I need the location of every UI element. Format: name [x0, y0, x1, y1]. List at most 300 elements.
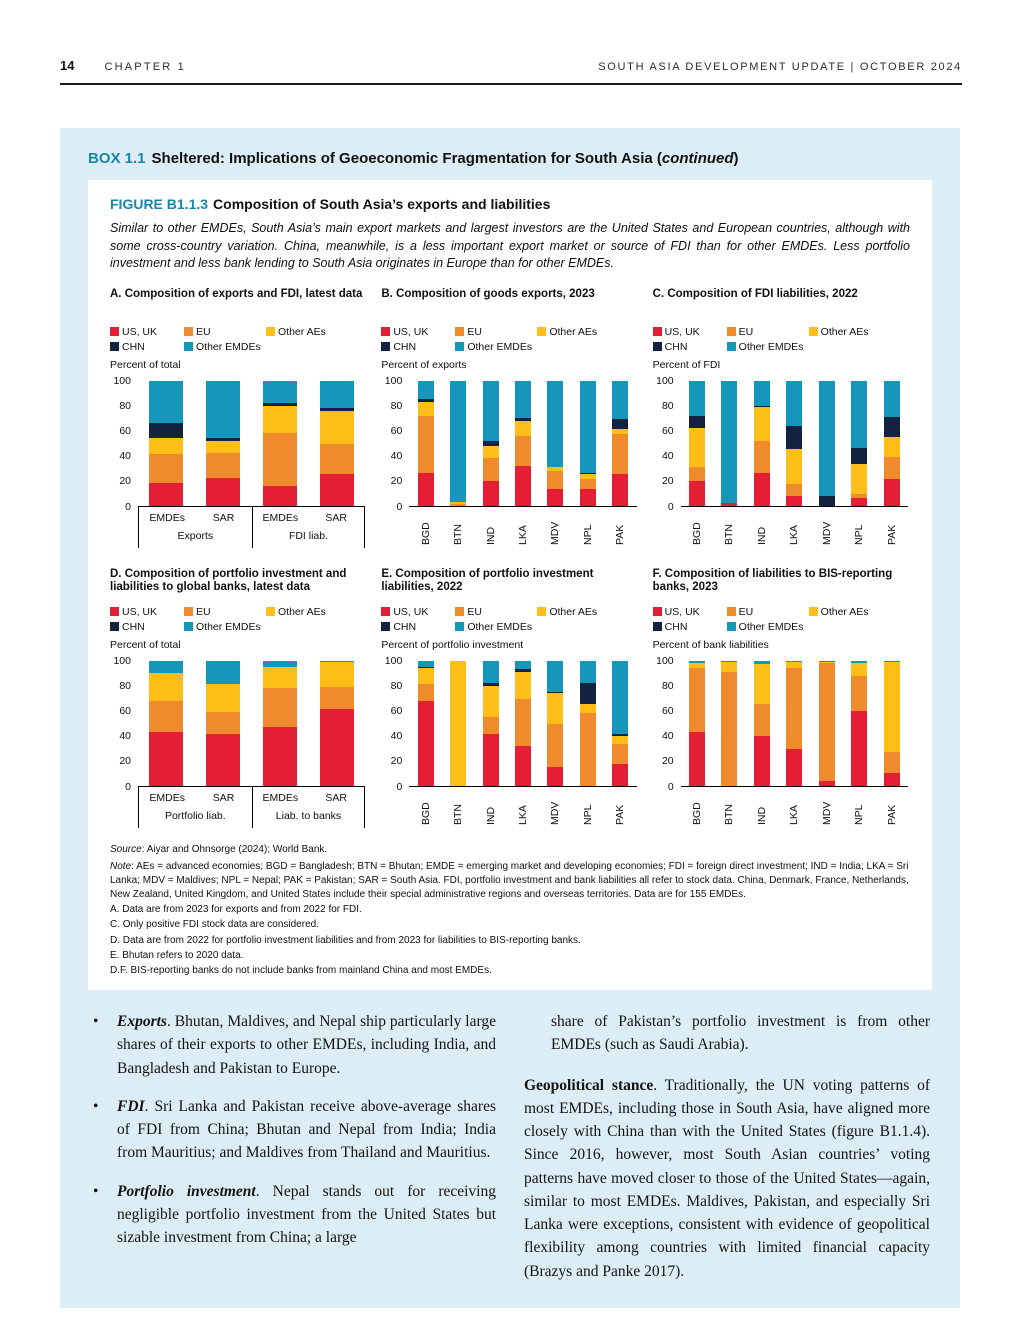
legend-label: EU	[196, 325, 211, 338]
x-tick-MDV: MDV	[549, 521, 562, 545]
bar-segment-eu	[689, 668, 705, 732]
bar-slot-SAR	[308, 381, 365, 506]
bar-MDV	[819, 381, 835, 506]
chart-b	[381, 288, 638, 548]
plot-area	[110, 654, 367, 793]
bar-segment-eu	[515, 699, 531, 745]
legend-item	[653, 341, 727, 353]
y-tick: 0	[125, 500, 131, 513]
body-left-column	[90, 1010, 496, 1283]
legend-label: US, UK	[393, 605, 429, 618]
bar-area	[681, 381, 908, 507]
bar-LKA	[515, 661, 531, 786]
bar-IND	[483, 661, 499, 786]
legend-swatch-us_uk	[381, 607, 390, 616]
legend-swatch-other_aes	[809, 327, 818, 336]
bar-segment-us_uk	[483, 734, 499, 785]
bar-segment-us_uk	[754, 473, 770, 506]
bar-segment-eu	[418, 684, 434, 700]
bar-SAR	[320, 381, 354, 506]
y-tick: 80	[119, 679, 131, 692]
bar-BTN	[721, 381, 737, 506]
bar-slot-IND	[474, 381, 506, 506]
bar-segment-eu	[786, 484, 802, 495]
bar-segment-eu	[786, 668, 802, 749]
legend-item	[184, 326, 266, 338]
bar-segment-us_uk	[206, 478, 240, 506]
y-tick: 100	[113, 374, 131, 387]
geopolitical-paragraph	[524, 1074, 930, 1283]
y-axis	[653, 374, 679, 513]
legend-item	[110, 621, 184, 633]
note-paragraph	[110, 860, 910, 903]
bar-slot-LKA	[778, 381, 810, 506]
bar-segment-us_uk	[721, 503, 737, 506]
bar-segment-us_uk	[149, 483, 183, 506]
box-label: BOX 1.1	[88, 150, 146, 167]
box-title-close: )	[733, 150, 739, 167]
box-title-continued: continued	[661, 150, 734, 167]
bar-EMDEs	[149, 661, 183, 786]
y-axis-label: Percent of bank liabilities	[652, 638, 769, 651]
note-text: : AEs = advanced economies; BGD = Bangladesh; BTN = Bhutan; EMDE = emerging market and developing economies; FDI = foreign direct investment; IND = India; LKA = Sri Lanka; MDV = Maldives; NPL = Nepal; PAK = Pakistan; SAR = South Asia. FDI, portfolio investment and bank liabilities all refer to stock data. China, Denmark, France, Netherlands, New Zealand, United Kingdom, and United States include their special administrative regions and overseas territories. Data are for 155 EMDEs.	[110, 860, 909, 901]
bar-segment-other_aes	[483, 446, 499, 459]
chart-title: D. Composition of portfolio investment and liabilities to global banks, latest data	[110, 567, 347, 594]
bar-segment-other_aes	[206, 441, 240, 454]
bar-segment-other_aes	[721, 662, 737, 672]
bar-slot-LKA	[507, 661, 539, 786]
legend-label: Other AEs	[820, 325, 869, 338]
legend-item	[184, 341, 266, 353]
bar-segment-other_emdes	[547, 381, 563, 467]
figure-label: FIGURE B1.1.3	[110, 196, 209, 212]
box-title-text: Sheltered: Implications of Geoeconomic Fragmentation for South Asia (	[151, 150, 662, 167]
bar-segment-other_emdes	[206, 661, 240, 685]
chart-e	[381, 568, 638, 828]
chart-legend	[653, 606, 910, 633]
bar-slot-LKA	[778, 661, 810, 786]
bar-segment-other_aes	[149, 673, 183, 701]
figure-notes	[110, 843, 910, 979]
legend-label: US, UK	[393, 325, 429, 338]
bar-segment-other_emdes	[263, 381, 297, 404]
bar-segment-us_uk	[689, 481, 705, 506]
chart-d	[110, 568, 367, 828]
legend-swatch-us_uk	[653, 607, 662, 616]
y-tick: 40	[661, 450, 674, 463]
chart-c	[653, 288, 910, 548]
legend-swatch-chn	[110, 342, 119, 351]
bar-EMDEs	[263, 381, 297, 506]
bar-slot-MDV	[811, 381, 843, 506]
bar-slot-BGD	[409, 381, 441, 506]
bar-segment-eu	[320, 687, 354, 710]
bar-slot-EMDEs	[252, 661, 309, 786]
bar-slot-IND	[474, 661, 506, 786]
x-tick-EMDEs: EMDEs	[252, 787, 308, 807]
x-tick-NPL: NPL	[581, 804, 594, 825]
bar-segment-other_emdes	[689, 381, 705, 416]
y-tick: 20	[119, 755, 131, 768]
x-axis-labels	[681, 787, 908, 825]
legend-item	[184, 621, 266, 633]
bar-area	[409, 381, 636, 507]
bar-segment-us_uk	[754, 736, 770, 786]
x-tick-LKA: LKA	[788, 524, 801, 545]
publication-title: SOUTH ASIA DEVELOPMENT UPDATE | OCTOBER 2024	[598, 61, 962, 73]
bar-slot-BGD	[681, 661, 713, 786]
legend-swatch-eu	[727, 327, 736, 336]
bar-NPL	[851, 661, 867, 786]
bar-slot-BTN	[713, 381, 745, 506]
bar-slot-SAR	[195, 661, 252, 786]
bar-segment-us_uk	[263, 486, 297, 506]
chart-legend	[110, 606, 367, 633]
y-axis-label: Percent of portfolio investment	[381, 638, 524, 651]
legend-swatch-other_aes	[537, 607, 546, 616]
x-group-label: Liab. to banks	[252, 807, 365, 828]
bar-segment-other_emdes	[612, 381, 628, 420]
bar-segment-us_uk	[884, 773, 900, 786]
x-tick-NPL: NPL	[581, 524, 594, 545]
legend-item	[381, 606, 455, 618]
y-axis	[381, 374, 407, 513]
source-label: Source	[110, 843, 142, 855]
y-tick: 60	[661, 704, 674, 717]
x-tick-LKA: LKA	[516, 804, 529, 825]
bar-segment-eu	[612, 744, 628, 764]
page-number: 14	[60, 58, 75, 73]
bullet-fdi-body: . Sri Lanka and Pakistan receive above-average shares of FDI from China; Bhutan and Nepal from India; India from Mauritius; and Maldives from Thailand and Mauritius.	[117, 1097, 496, 1162]
legend-label: Other EMDEs	[196, 340, 261, 353]
bar-MDV	[547, 381, 563, 506]
bullet-fdi	[90, 1095, 496, 1165]
y-tick: 60	[661, 424, 674, 437]
chart-title: E. Composition of portfolio investment liabilities, 2022	[381, 567, 594, 594]
bar-LKA	[786, 381, 802, 506]
bar-segment-chn	[819, 496, 835, 506]
chart-title: B. Composition of goods exports, 2023	[381, 287, 595, 300]
bar-area	[409, 661, 636, 787]
x-tick-SAR: SAR	[212, 511, 235, 524]
box-1-1	[60, 128, 960, 1308]
legend-item	[455, 326, 537, 338]
legend-item	[653, 326, 727, 338]
y-tick: 60	[390, 704, 403, 717]
bullet-portfolio-text	[117, 1180, 496, 1250]
y-axis-label: Percent of total	[110, 638, 181, 651]
y-axis	[110, 654, 136, 793]
x-tick-LKA: LKA	[788, 804, 801, 825]
bar-segment-other_aes	[612, 736, 628, 745]
x-tick-BGD: BGD	[690, 521, 703, 545]
y-tick: 20	[661, 755, 674, 768]
bar-segment-us_uk	[483, 481, 499, 506]
bar-segment-eu	[515, 436, 531, 466]
figure-title	[110, 196, 910, 212]
bullet-exports-text	[117, 1010, 496, 1080]
bar-segment-other_emdes	[851, 381, 867, 449]
bar-segment-other_aes	[149, 438, 183, 454]
bar-segment-other_emdes	[450, 381, 466, 502]
x-tick-BTN: BTN	[723, 803, 736, 825]
bar-segment-eu	[819, 663, 835, 781]
x-tick-SAR: SAR	[325, 511, 347, 524]
chart-title: F. Composition of liabilities to BIS-reporting banks, 2023	[652, 567, 893, 594]
bar-segment-eu	[547, 724, 563, 767]
bar-NPL	[580, 381, 596, 506]
x-tick-SAR: SAR	[212, 791, 235, 804]
y-tick: 100	[113, 654, 131, 667]
bar-slot-EMDEs	[138, 381, 195, 506]
legend-label: CHN	[393, 340, 417, 353]
bar-segment-other_aes	[786, 449, 802, 484]
bar-segment-us_uk	[263, 727, 297, 786]
bar-segment-other_aes	[547, 693, 563, 724]
y-tick: 100	[656, 374, 674, 387]
source-text: : Aiyar and Ohnsorge (2024); World Bank.	[141, 843, 328, 855]
bar-segment-chn	[580, 683, 596, 704]
x-tick-PAK: PAK	[614, 804, 627, 825]
bar-segment-other_emdes	[418, 381, 434, 400]
x-axis-group-table	[138, 787, 365, 828]
bullet-portfolio-body: . Nepal stands out for receiving negligible portfolio investment from the United States but sizable investment from China; a large	[117, 1182, 496, 1247]
legend-label: US, UK	[122, 605, 158, 618]
y-tick: 60	[119, 424, 131, 437]
y-tick: 100	[656, 654, 674, 667]
bar-segment-eu	[483, 717, 499, 735]
bar-segment-other_aes	[320, 411, 354, 445]
bar-area	[138, 661, 365, 787]
bar-BGD	[418, 381, 434, 506]
bar-slot-BGD	[681, 381, 713, 506]
legend-swatch-eu	[184, 327, 193, 336]
note-line-df: D.F. BIS-reporting banks do not include banks from mainland China and most EMDEs.	[110, 965, 492, 976]
y-tick: 80	[661, 679, 674, 692]
y-tick: 40	[119, 450, 131, 463]
legend-item	[653, 606, 727, 618]
bar-segment-other_aes	[263, 406, 297, 434]
bar-slot-NPL	[843, 661, 875, 786]
bar-segment-us_uk	[819, 781, 835, 786]
legend-swatch-other_aes	[266, 607, 275, 616]
figure-panel	[88, 180, 932, 990]
legend-swatch-eu	[184, 607, 193, 616]
bar-segment-other_aes	[884, 662, 900, 752]
bar-BTN	[450, 381, 466, 506]
legend-label: Other AEs	[820, 605, 869, 618]
bar-segment-us_uk	[851, 498, 867, 506]
bar-slot-MDV	[811, 661, 843, 786]
bar-segment-us_uk	[689, 732, 705, 786]
geopolitical-lead: Geopolitical stance	[524, 1076, 654, 1094]
legend-swatch-us_uk	[110, 327, 119, 336]
y-tick: 0	[125, 780, 131, 793]
bar-slot-NPL	[572, 661, 604, 786]
plot-area	[381, 374, 638, 513]
body-text	[90, 1010, 930, 1283]
bar-segment-other_emdes	[612, 661, 628, 735]
x-tick-BTN: BTN	[452, 523, 465, 545]
legend-label: EU	[467, 325, 482, 338]
legend-swatch-other_emdes	[184, 622, 193, 631]
bar-BTN	[450, 661, 466, 786]
legend-swatch-other_emdes	[455, 342, 464, 351]
bar-segment-us_uk	[884, 479, 900, 505]
legend-label: US, UK	[122, 325, 158, 338]
bar-segment-eu	[884, 457, 900, 480]
legend-swatch-eu	[455, 327, 464, 336]
bar-segment-chn	[612, 419, 628, 429]
bar-segment-other_emdes	[149, 661, 183, 674]
x-tick-MDV: MDV	[820, 521, 833, 545]
y-tick: 40	[119, 730, 131, 743]
x-axis-group-table	[138, 507, 365, 548]
y-axis	[110, 374, 136, 513]
bar-segment-us_uk	[320, 709, 354, 785]
bullet-icon: •	[93, 1182, 99, 1200]
chart-a	[110, 288, 367, 548]
x-tick-IND: IND	[484, 806, 497, 825]
legend-label: Other EMDEs	[196, 620, 261, 633]
legend-label: CHN	[664, 620, 688, 633]
box-title	[60, 128, 960, 167]
bar-segment-us_uk	[515, 746, 531, 786]
bar-segment-us_uk	[320, 474, 354, 505]
bar-segment-other_aes	[320, 662, 354, 687]
bar-LKA	[786, 661, 802, 786]
bar-slot-NPL	[843, 381, 875, 506]
bar-segment-us_uk	[547, 767, 563, 786]
legend-item	[727, 621, 809, 633]
bar-slot-MDV	[539, 661, 571, 786]
legend-swatch-eu	[727, 607, 736, 616]
chart-title: A. Composition of exports and FDI, latest data	[110, 287, 363, 300]
bar-segment-other_emdes	[515, 661, 531, 670]
bar-NPL	[580, 661, 596, 786]
bar-PAK	[884, 381, 900, 506]
legend-label: Other EMDEs	[467, 340, 533, 353]
bar-segment-other_aes	[851, 663, 867, 676]
y-axis-label: Percent of FDI	[652, 358, 721, 371]
y-tick: 80	[119, 399, 131, 412]
y-tick: 40	[390, 730, 403, 743]
bar-segment-eu	[689, 467, 705, 481]
y-tick: 20	[390, 755, 403, 768]
legend-label: EU	[467, 605, 482, 618]
x-tick-IND: IND	[755, 806, 768, 825]
running-header	[60, 58, 962, 85]
legend-item	[110, 606, 184, 618]
legend-item	[381, 341, 455, 353]
bullet-icon: •	[93, 1013, 99, 1031]
legend-item	[455, 621, 537, 633]
legend-swatch-other_emdes	[455, 622, 464, 631]
chapter-label: CHAPTER 1	[104, 61, 187, 73]
legend-swatch-chn	[381, 342, 390, 351]
bar-segment-eu	[206, 712, 240, 735]
bar-segment-us_uk	[149, 732, 183, 786]
y-tick: 20	[661, 475, 674, 488]
bar-EMDEs	[263, 661, 297, 786]
x-tick-BGD: BGD	[690, 801, 703, 825]
bullet-exports	[90, 1010, 496, 1080]
bar-segment-eu	[149, 454, 183, 483]
chart-legend	[653, 326, 910, 353]
bar-area	[138, 381, 365, 507]
legend-swatch-us_uk	[110, 607, 119, 616]
bar-segment-other_aes	[580, 704, 596, 713]
bullet-icon: •	[93, 1097, 99, 1115]
y-tick: 100	[384, 374, 403, 387]
x-tick-LKA: LKA	[516, 524, 529, 545]
bar-segment-other_aes	[515, 421, 531, 436]
bar-segment-other_emdes	[547, 661, 563, 692]
y-axis-label: Percent of total	[110, 358, 181, 371]
legend-item	[381, 621, 455, 633]
x-tick-BGD: BGD	[419, 801, 432, 825]
legend-item	[455, 606, 537, 618]
y-axis	[381, 654, 407, 793]
legend-label: CHN	[122, 340, 145, 353]
legend-item	[727, 341, 809, 353]
x-tick-EMDEs: EMDEs	[252, 507, 308, 527]
legend-swatch-other_emdes	[184, 342, 193, 351]
bar-SAR	[320, 661, 354, 786]
legend-swatch-other_aes	[266, 327, 275, 336]
bar-segment-other_emdes	[515, 381, 531, 419]
bar-slot-PAK	[876, 661, 908, 786]
bar-segment-eu	[580, 713, 596, 786]
plot-area	[653, 654, 910, 793]
x-tick-BGD: BGD	[419, 521, 432, 545]
bar-segment-us_uk	[612, 474, 628, 505]
bar-area	[681, 661, 908, 787]
bar-segment-other_aes	[851, 464, 867, 494]
x-tick-MDV: MDV	[820, 801, 833, 825]
y-tick: 0	[396, 780, 403, 793]
bar-slot-BTN	[713, 661, 745, 786]
geopolitical-body: . Traditionally, the UN voting patterns of most EMDEs, including those in South Asia, have aligned more closely with China than with the United States (figure B1.1.4). Since 2016, however, most South Asian countries’ voting patterns have moved closer to those of the United States—again, similar to most EMDEs. Maldives, Pakistan, and especially Sri Lanka were exceptions, consistent with evidence of geopolitical flexibility among countries with limited financial capacity (Brazys and Panke 2017).	[524, 1076, 930, 1280]
bar-slot-BGD	[409, 661, 441, 786]
bar-segment-eu	[263, 688, 297, 727]
bar-segment-eu	[612, 434, 628, 474]
bar-segment-other_emdes	[580, 381, 596, 474]
legend-item	[110, 326, 184, 338]
body-right-column	[524, 1010, 930, 1283]
y-tick: 60	[119, 704, 131, 717]
x-tick-BTN: BTN	[452, 803, 465, 825]
bar-segment-other_emdes	[483, 381, 499, 441]
x-tick-MDV: MDV	[549, 801, 562, 825]
bar-segment-other_emdes	[721, 381, 737, 504]
legend-swatch-chn	[110, 622, 119, 631]
bar-slot-SAR	[308, 661, 365, 786]
bar-segment-us_uk	[786, 749, 802, 785]
bar-segment-eu	[721, 672, 737, 786]
x-axis-labels	[409, 787, 636, 825]
note-label: Note	[110, 860, 132, 872]
bar-segment-other_aes	[884, 437, 900, 457]
y-tick: 40	[661, 730, 674, 743]
figure-title-text: Composition of South Asia’s exports and liabilities	[213, 196, 551, 212]
bar-SAR	[206, 381, 240, 506]
source-line	[110, 843, 910, 857]
x-axis-labels	[681, 507, 908, 545]
y-tick: 60	[390, 424, 403, 437]
y-tick: 0	[667, 500, 674, 513]
bar-segment-other_aes	[515, 672, 531, 700]
